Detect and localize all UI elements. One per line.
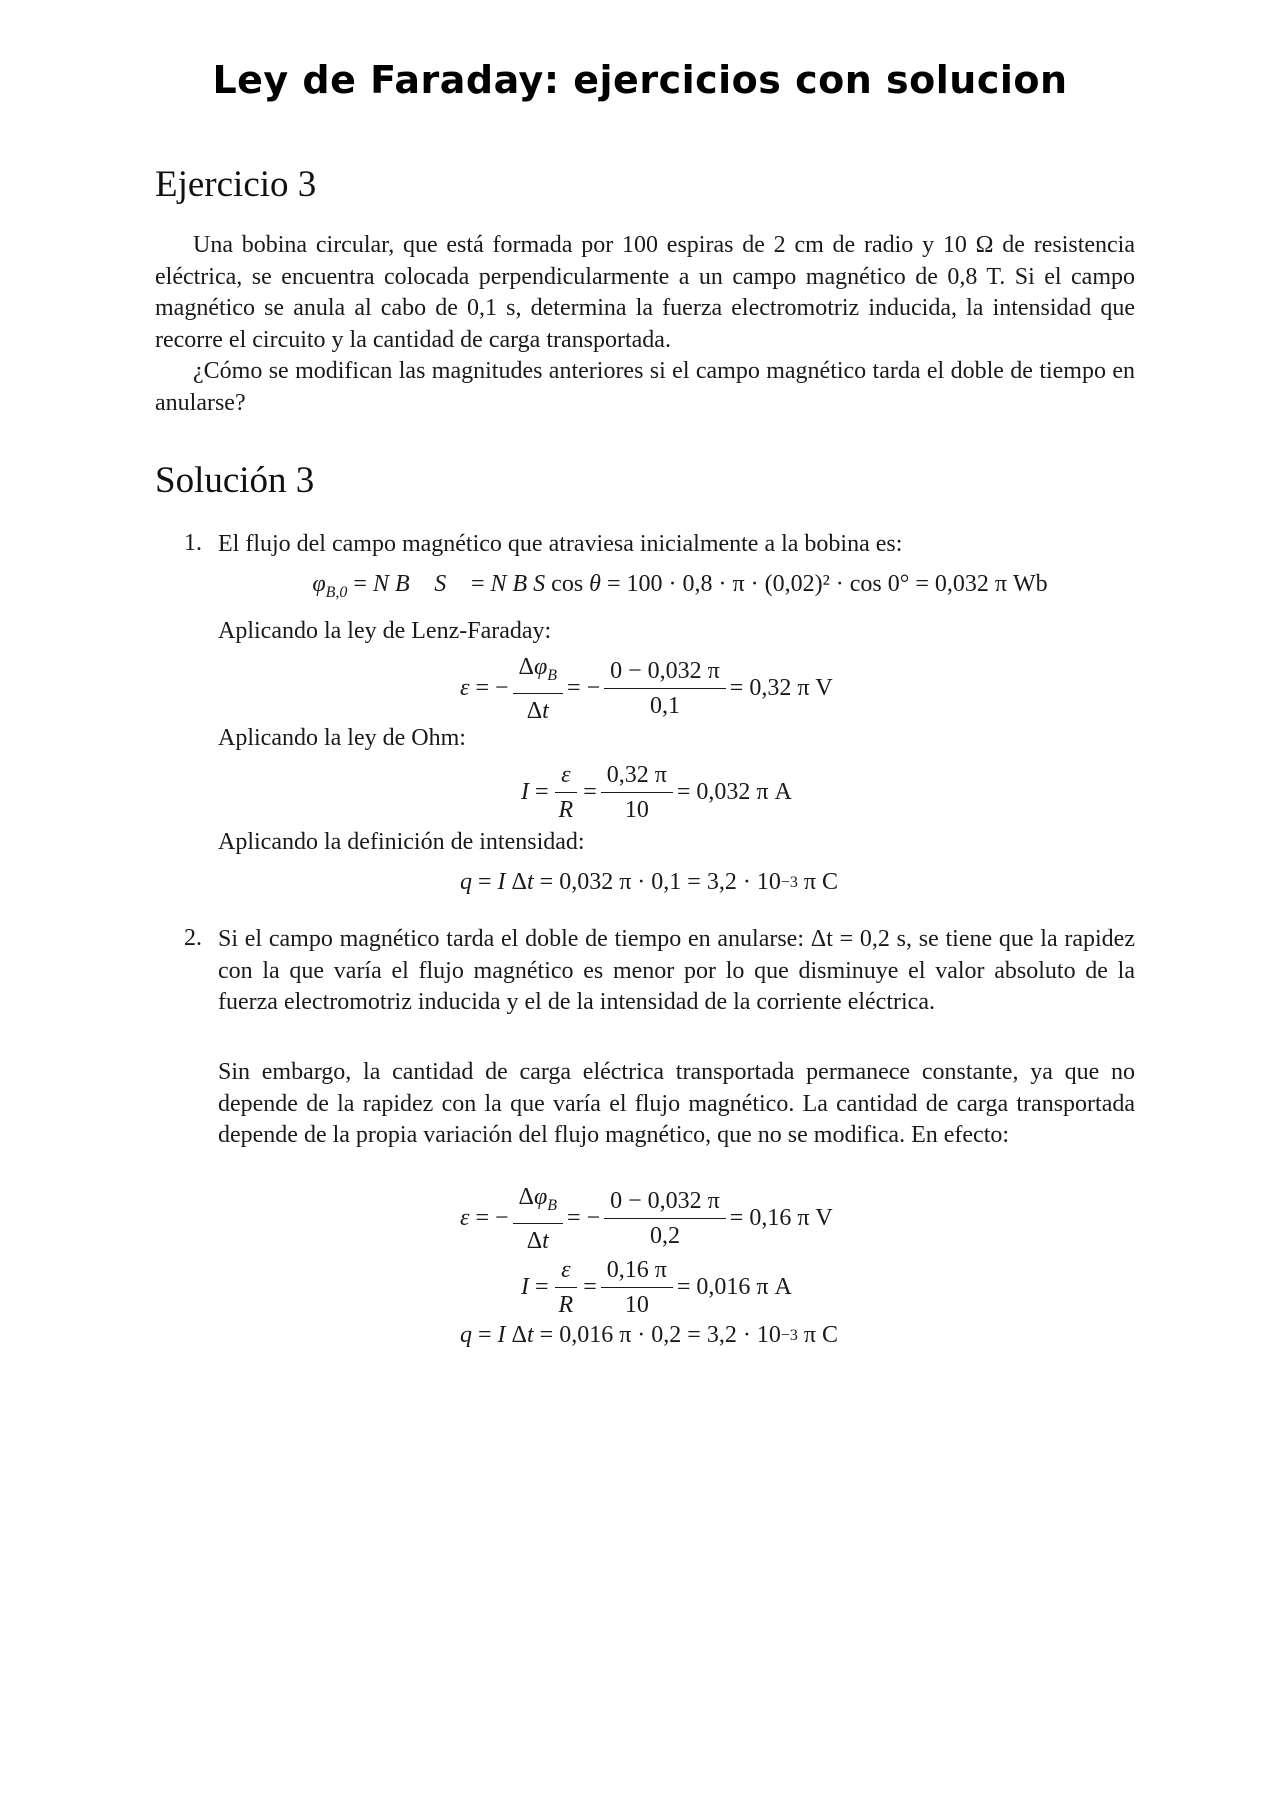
flux-equation: $\varphi_{B,0} = N$ B⃗ S⃗ = N B S cos θ = 100 · 0,8 · π · (0,02)² · cos 0° = 0,032 π Wb (312, 571, 1048, 601)
current-2-result: = 0,016 π A (676, 1274, 792, 1300)
current-2-denominator: 10 (624, 1292, 649, 1318)
emf-2-result: = 0,16 π V (729, 1205, 833, 1232)
emf-2-fraction (604, 1186, 726, 1251)
charge-2-unit: π C (803, 1322, 838, 1348)
exercise-heading: Ejercicio 3 (155, 164, 317, 205)
emf-over-r-fraction-2: $\frac{\varepsilon}{R}$ (553, 1255, 580, 1320)
emf-1-numerator: 0 − 0,032 π (604, 656, 726, 689)
exercise-question: ¿Cómo se modifican las magnitudes anteriores si el campo magnético tarda el doble de tiempo en anularse? (155, 358, 1135, 416)
charge-1-unit: π C (803, 869, 838, 895)
charge-2-exponent: −3 (780, 1326, 798, 1344)
charge-equation-1: q = I Δ t = 0,032 π · 0,1 = 3,2 · 10 −3 π C (460, 869, 838, 895)
charge-2-value: = 0,016 π · 0,2 = 3,2 · 10 (539, 1322, 781, 1348)
solution-heading: Solución 3 (155, 460, 315, 501)
ohm-label: Aplicando la ley de Ohm: (218, 725, 466, 751)
flux-equation-rhs: = 100 · 0,8 · π · (0,02)² · cos 0° = 0,032 π Wb (606, 571, 1048, 597)
charge-equation-2: q = I Δ t = 0,016 π · 0,2 = 3,2 · 10 −3 π C (460, 1322, 838, 1348)
item-2-text-2: Sin embargo, la cantidad de carga eléctrica transportada permanece constante, ya que no depende de la rapidez con la que varía el flujo magnético. La cantidad de carga transportada depende de la propia variación del flujo magnético, que no se modifica. En efecto: (218, 1059, 1135, 1148)
item-1-number: 1. (184, 530, 202, 556)
current-equation-1: I = $\frac{\varepsilon}{R}$ = $\frac{0,32 \pi}{10}$ = 0,032 π A (521, 762, 792, 823)
charge-1-exponent: −3 (780, 873, 798, 891)
emf-over-r-fraction: $\frac{\varepsilon}{R}$ (553, 760, 580, 825)
emf-1-result: = 0,32 π V (729, 675, 833, 702)
current-1-denominator: 10 (624, 797, 649, 823)
current-equation-2: I = $\frac{\varepsilon}{R}$ = $\frac{0,16 \pi}{10}$ = 0,016 π A (521, 1257, 792, 1318)
document-title: Ley de Faraday: ejercicios con solucion (212, 58, 1068, 102)
dphi-dt-fraction-2: $\frac{\Delta\varphi_B}{\Delta t}$ (513, 1182, 564, 1256)
item-1-intro: El flujo del campo magnético que atraviesa inicialmente a la bobina es: (218, 531, 903, 557)
emf-equation-2: ε = − $\frac{\Delta\varphi_B}{\Delta t}$ = − $\frac{0 - 0,032 \pi}{0,2}$ = 0,16 π V (460, 1184, 833, 1254)
charge-1-value: = 0,032 π · 0,1 = 3,2 · 10 (539, 869, 781, 895)
current-1-numerator: 0,32 π (601, 760, 673, 793)
emf-2-denominator: 0,2 (649, 1223, 680, 1250)
current-2-fraction (601, 1255, 673, 1320)
emf-2-numerator: 0 − 0,032 π (604, 1186, 726, 1219)
intensity-definition-label: Aplicando la definición de intensidad: (218, 829, 585, 855)
emf-equation-1: ε = − $\frac{\Delta\varphi_B}{\Delta t}$ = − $\frac{0 - 0,032 \pi}{0,1}$ = 0,32 π V (460, 654, 833, 724)
exercise-statement: Una bobina circular, que está formada por 100 espiras de 2 cm de radio y 10 Ω de resistencia eléctrica, se encuentra colocada perpendicularmente a un campo magnético de 0,8 T. Si el campo magnético se anula al cabo de 0,1 s, determina la fuerza electromotriz inducida, la intensidad que recorre el circuito y la cantidad de carga transportada. (155, 232, 1135, 353)
emf-1-denominator: 0,1 (649, 693, 680, 720)
lenz-label: Aplicando la ley de Lenz-Faraday: (218, 618, 552, 644)
emf-1-fraction (604, 656, 726, 721)
current-1-fraction (601, 760, 673, 825)
item-2-number: 2. (184, 925, 202, 951)
item-2-text-1: Si el campo magnético tarda el doble de tiempo en anularse: Δt = 0,2 s, se tiene que la rapidez con la que varía el flujo magnético es menor por lo que disminuye el valor absoluto de la fuerza electromotriz inducida y el de la intensidad de la corriente eléctrica. (218, 926, 1135, 1015)
current-2-numerator: 0,16 π (601, 1255, 673, 1288)
current-1-result: = 0,032 π A (676, 779, 792, 805)
dphi-dt-fraction: $\frac{\Delta\varphi_B}{\Delta t}$ (513, 652, 564, 726)
